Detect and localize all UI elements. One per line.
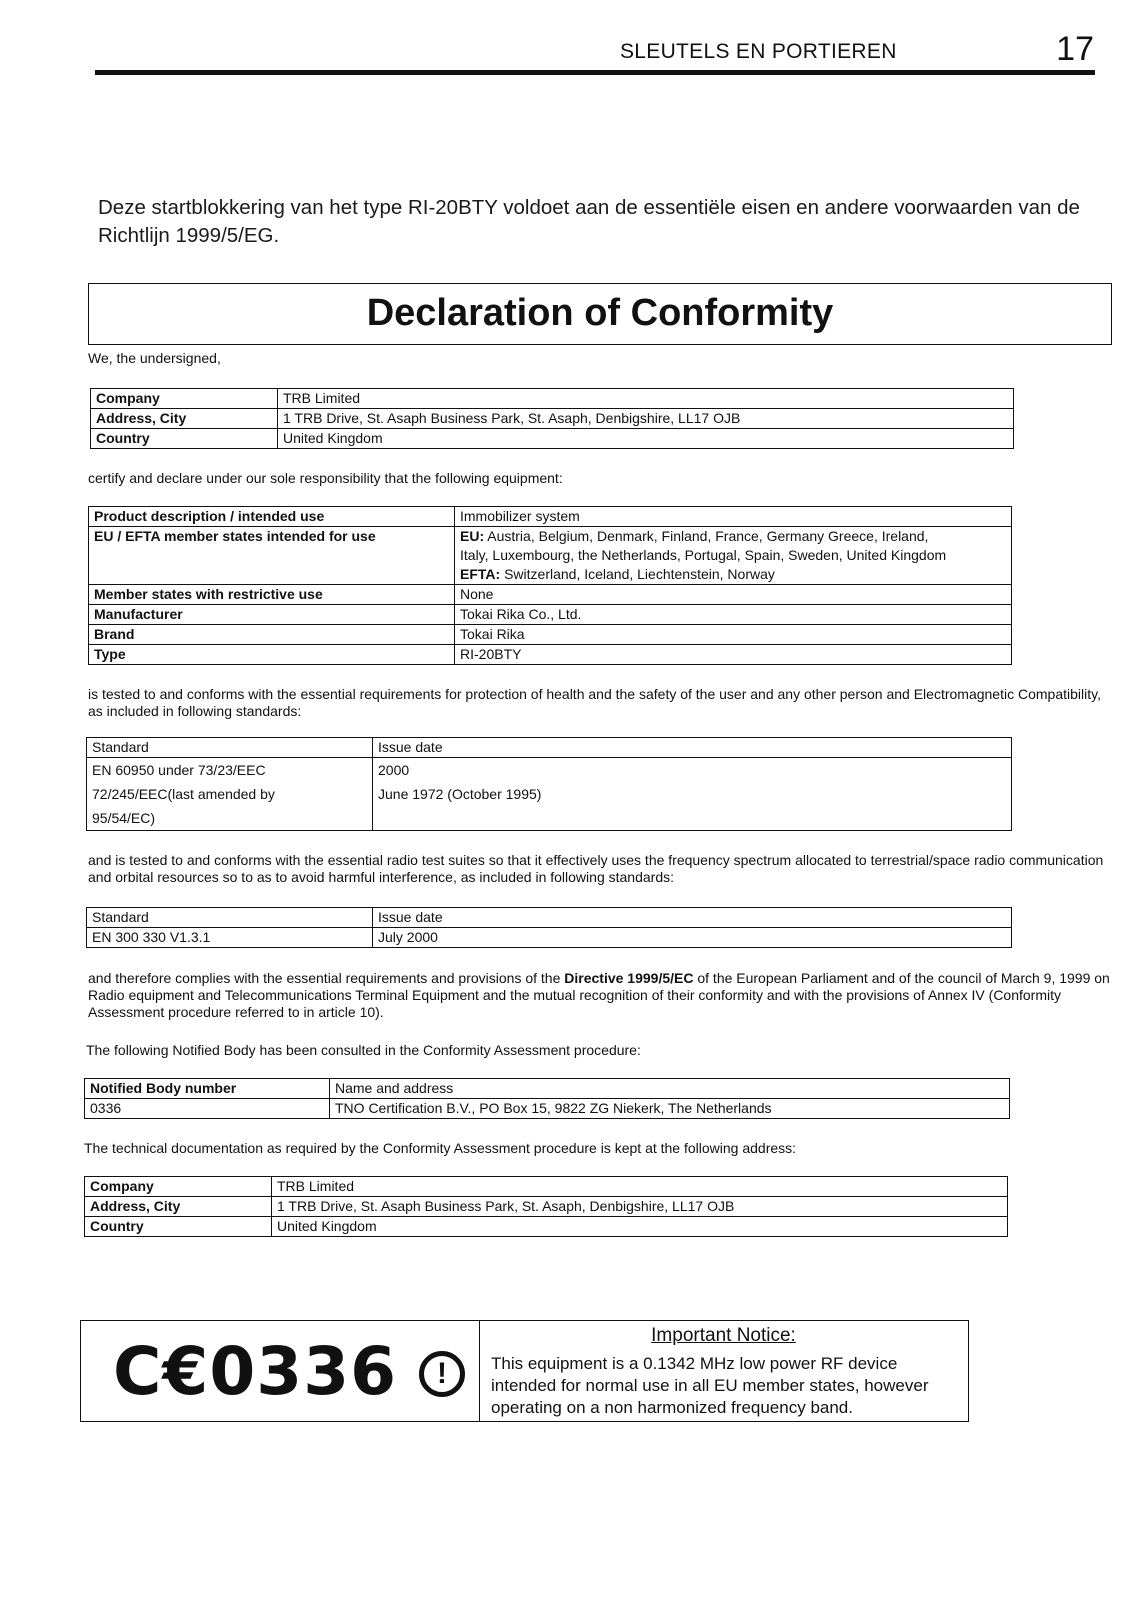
product-value: Immobilizer system — [455, 507, 1012, 527]
issue-date-header: Issue date — [373, 908, 1012, 928]
standard-cell: 72/245/EEC(last amended by — [87, 782, 373, 806]
country-label: Country — [85, 1217, 272, 1237]
address-label: Address, City — [85, 1197, 272, 1217]
table-row — [89, 625, 1012, 645]
alert-icon: ! — [419, 1351, 465, 1397]
brand-label: Brand — [89, 625, 455, 645]
table-row — [91, 409, 1014, 429]
directive-text-a: and therefore complies with the essential requirements and provisions of the — [88, 970, 565, 986]
table-row — [91, 429, 1014, 449]
product-label: Product description / intended use — [89, 507, 455, 527]
table-row — [85, 1177, 1008, 1197]
declaration-title-box — [88, 283, 1112, 345]
ce-mark-panel — [81, 1321, 480, 1421]
notice-title: Important Notice: — [651, 1325, 796, 1346]
table-row — [85, 1079, 1010, 1099]
country-value: United Kingdom — [278, 429, 1014, 449]
standards-table-1 — [86, 737, 1012, 831]
issue-date-header: Issue date — [373, 738, 1012, 758]
eu-efta-value — [455, 527, 1012, 585]
company-value: TRB Limited — [278, 389, 1014, 409]
standard-header: Standard — [87, 908, 373, 928]
we-undersigned: We, the undersigned, — [88, 350, 221, 366]
table-row — [89, 605, 1012, 625]
brand-value: Tokai Rika — [455, 625, 1012, 645]
eu-countries-2: Italy, Luxembourg, the Netherlands, Portugal, Spain, Sweden, United Kingdom — [460, 547, 947, 563]
radio-paragraph: and is tested to and conforms with the essential radio test suites so that it effectively uses the frequency spectrum allocated to terrestrial/space radio communication and orbital resources so to as to avoid harmful interference, as included in following standards: — [88, 852, 1104, 885]
table-row — [89, 645, 1012, 665]
type-label: Type — [89, 645, 455, 665]
address-value: 1 TRB Drive, St. Asaph Business Park, St. Asaph, Denbigshire, LL17 OJB — [272, 1197, 1008, 1217]
technical-paragraph: The technical documentation as required by the Conformity Assessment procedure is kept at the following address: — [84, 1140, 797, 1156]
notified-number-header: Notified Body number — [85, 1079, 330, 1099]
table-row — [85, 1099, 1010, 1119]
table-row — [91, 389, 1014, 409]
equipment-table — [88, 506, 1012, 665]
notified-paragraph: The following Notified Body has been consulted in the Conformity Assessment procedure: — [86, 1042, 641, 1058]
table-row — [89, 507, 1012, 527]
table-row — [85, 1197, 1008, 1217]
issue-date-cell: July 2000 — [373, 928, 1012, 948]
notice-text: This equipment is a 0.1342 MHz low power RF device intended for normal use in all EU member states, however operating on a non harmonized frequency band. — [491, 1354, 929, 1417]
type-value: RI-20BTY — [455, 645, 1012, 665]
company-value: TRB Limited — [272, 1177, 1008, 1197]
address-label: Address, City — [91, 409, 278, 429]
table-row — [87, 928, 1012, 948]
eu-prefix: EU: — [460, 528, 485, 544]
ce-notice-box — [80, 1320, 969, 1422]
directive-paragraph — [88, 970, 1118, 1021]
company-label: Company — [85, 1177, 272, 1197]
issue-date-cell — [373, 806, 1012, 831]
country-value: United Kingdom — [272, 1217, 1008, 1237]
ce-mark: C€0336 — [113, 1333, 398, 1410]
manufacturer-value: Tokai Rika Co., Ltd. — [455, 605, 1012, 625]
company-table-2 — [84, 1176, 1008, 1237]
intro-paragraph: Deze startblokkering van het type RI-20BTY voldoet aan de essentiële eisen en andere voorwaarden van de Richtlijn 1999/5/EG. — [98, 196, 1080, 247]
country-label: Country — [91, 429, 278, 449]
name-address-cell: TNO Certification B.V., PO Box 15, 9822 ZG Niekerk, The Netherlands — [330, 1099, 1010, 1119]
standard-header: Standard — [87, 738, 373, 758]
efta-countries: Switzerland, Iceland, Liechtenstein, Norway — [504, 566, 775, 582]
page-number: 17 — [1056, 30, 1094, 68]
name-address-header: Name and address — [330, 1079, 1010, 1099]
table-row — [87, 738, 1012, 758]
section-title: SLEUTELS EN PORTIEREN — [620, 40, 897, 63]
address-value: 1 TRB Drive, St. Asaph Business Park, St. Asaph, Denbigshire, LL17 OJB — [278, 409, 1014, 429]
table-row — [87, 908, 1012, 928]
notified-number-cell: 0336 — [85, 1099, 330, 1119]
manufacturer-label: Manufacturer — [89, 605, 455, 625]
standard-cell: 95/54/EC) — [87, 806, 373, 831]
restrictive-label: Member states with restrictive use — [89, 585, 455, 605]
table-row — [85, 1217, 1008, 1237]
table-row — [89, 527, 1012, 585]
header-rule — [95, 70, 1095, 75]
eu-countries-1: Austria, Belgium, Denmark, Finland, France, Germany Greece, Ireland, — [487, 528, 929, 544]
company-table — [90, 388, 1014, 449]
restrictive-value: None — [455, 585, 1012, 605]
table-row — [87, 758, 1012, 783]
company-label: Company — [91, 389, 278, 409]
eu-efta-label: EU / EFTA member states intended for use — [89, 527, 455, 585]
standard-cell: EN 60950 under 73/23/EEC — [87, 758, 373, 783]
table-row — [87, 782, 1012, 806]
table-row — [87, 806, 1012, 831]
table-row — [89, 585, 1012, 605]
efta-prefix: EFTA: — [460, 566, 501, 582]
declaration-title: Declaration of Conformity — [366, 292, 834, 334]
tested-paragraph: is tested to and conforms with the essential requirements for protection of health and the safety of the user and any other person and Electromagnetic Compatibility, as included in following standards: — [88, 686, 1101, 719]
directive-name: Directive 1999/5/EC — [564, 970, 694, 986]
notified-body-table — [84, 1078, 1010, 1119]
issue-date-cell: 2000 — [373, 758, 1012, 783]
standards-table-2 — [86, 907, 1012, 948]
directive-text-b: of the European Parliament and of the council of March 9, 1999 on Radio equipment and Telecommunications Terminal Equipment and the mutual recognition of their conformity and with the provisions of Annex IV (Conformity Assessment procedure referred to in article 10). — [88, 970, 1110, 1020]
issue-date-cell: June 1972 (October 1995) — [373, 782, 1012, 806]
certify-text: certify and declare under our sole responsibility that the following equipment: — [88, 470, 563, 486]
standard-cell: EN 300 330 V1.3.1 — [87, 928, 373, 948]
